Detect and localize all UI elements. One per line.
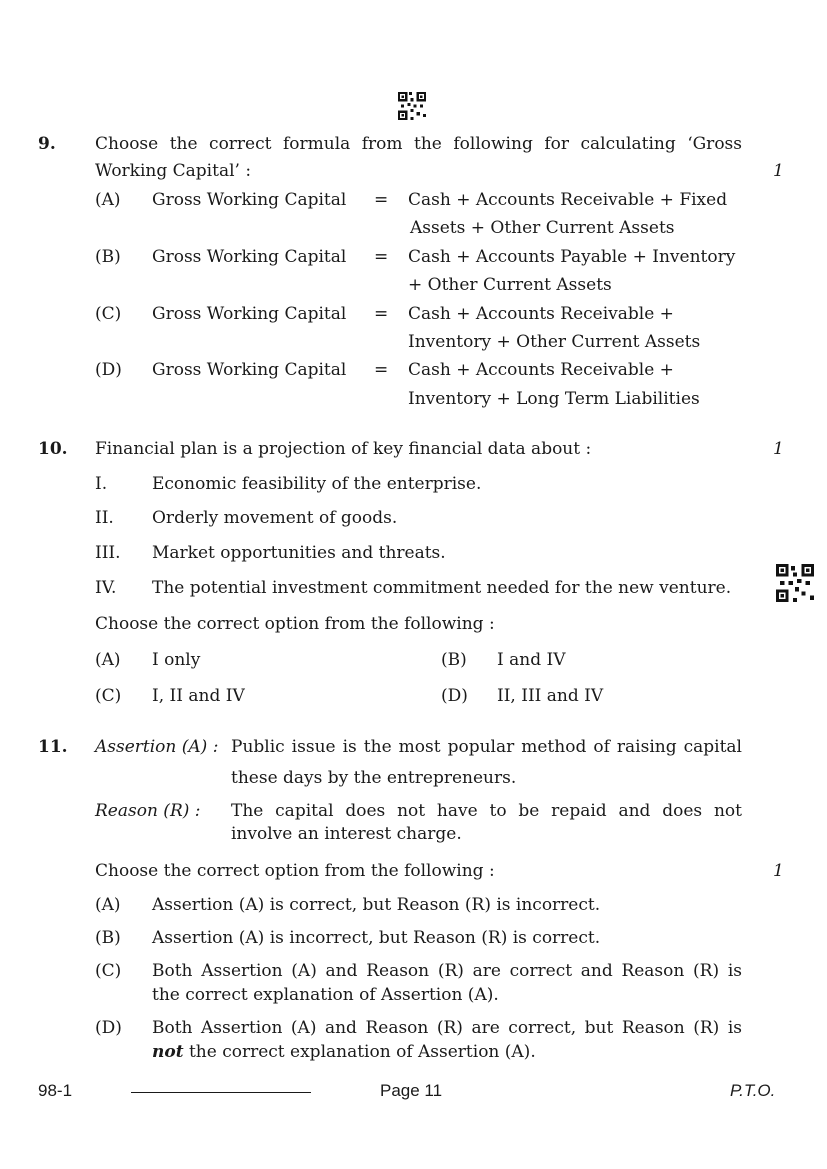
option-label: (A) (95, 190, 121, 210)
reason-text: involve an interest charge. (231, 824, 462, 844)
question-text: Choose the correct formula from the following for calculating ‘Gross (95, 134, 742, 154)
statement-text: The potential investment commitment needed for the new venture. (152, 578, 732, 598)
option-text: I, II and IV (152, 686, 245, 706)
option-term: Gross Working Capital (152, 247, 347, 267)
assertion-text: these days by the entrepreneurs. (231, 768, 517, 788)
option-text: Assertion (A) is incorrect, but Reason (R) is correct. (152, 928, 601, 948)
option-text: the correct explanation of Assertion (A). (152, 985, 499, 1005)
statement-label: IV. (95, 578, 117, 598)
option-text: Both Assertion (A) and Reason (R) are correct, but Reason (R) is (152, 1018, 742, 1038)
option-formula: Cash + Accounts Receivable + (408, 360, 674, 380)
qr-code-icon (398, 92, 426, 120)
option-term: Gross Working Capital (152, 304, 347, 324)
marks: 1 (773, 161, 784, 181)
option-formula: Inventory + Other Current Assets (408, 332, 701, 352)
question-text: Financial plan is a projection of key financial data about : (95, 439, 592, 459)
option-formula: + Other Current Assets (408, 275, 612, 295)
option-term: Gross Working Capital (152, 360, 347, 380)
question-number: 9. (38, 134, 56, 154)
equals-sign: = (374, 247, 389, 267)
instruction: Choose the correct option from the following : (95, 861, 495, 881)
option-label: (B) (95, 928, 121, 948)
option-label: (D) (441, 686, 468, 706)
option-label: (A) (95, 895, 121, 915)
marks: 1 (773, 861, 784, 881)
option-label: (B) (95, 247, 121, 267)
option-formula: Cash + Accounts Receivable + Fixed (408, 190, 728, 210)
option-formula: Assets + Other Current Assets (410, 218, 675, 238)
question-number: 11. (38, 737, 68, 757)
option-label: (C) (95, 686, 122, 706)
equals-sign: = (374, 360, 389, 380)
footer-divider (131, 1092, 311, 1093)
statement-text: Economic feasibility of the enterprise. (152, 474, 482, 494)
option-term: Gross Working Capital (152, 190, 347, 210)
option-label: (C) (95, 961, 122, 981)
statement-label: I. (95, 474, 108, 494)
option-label: (A) (95, 650, 121, 670)
option-label: (B) (441, 650, 467, 670)
option-text: II, III and IV (497, 686, 604, 706)
option-text (152, 1041, 536, 1063)
option-formula: Inventory + Long Term Liabilities (408, 389, 700, 409)
paper-code: 98-1 (38, 1081, 73, 1100)
option-text-rest: the correct explanation of Assertion (A). (183, 1042, 536, 1062)
page-number: Page 11 (380, 1081, 443, 1100)
qr-code-icon (776, 564, 814, 602)
option-text: Both Assertion (A) and Reason (R) are correct and Reason (R) is (152, 961, 742, 981)
option-text: I and IV (497, 650, 566, 670)
pto-label: P.T.O. (730, 1081, 776, 1100)
assertion-label: Assertion (A) : (95, 737, 219, 757)
statement-text: Market opportunities and threats. (152, 543, 446, 563)
equals-sign: = (374, 190, 389, 210)
option-label: (C) (95, 304, 122, 324)
reason-text: The capital does not have to be repaid and does not (231, 801, 742, 821)
instruction: Choose the correct option from the following : (95, 614, 495, 634)
equals-sign: = (374, 304, 389, 324)
assertion-text: Public issue is the most popular method of raising capital (231, 737, 742, 757)
statement-text: Orderly movement of goods. (152, 508, 398, 528)
question-number: 10. (38, 439, 68, 459)
question-text: Working Capital’ : (95, 161, 252, 181)
emphasis-not: not (152, 1042, 184, 1062)
option-formula: Cash + Accounts Receivable + (408, 304, 674, 324)
option-formula: Cash + Accounts Payable + Inventory (408, 247, 736, 267)
statement-label: II. (95, 508, 114, 528)
option-label: (D) (95, 360, 122, 380)
statement-label: III. (95, 543, 121, 563)
option-label: (D) (95, 1018, 122, 1038)
option-text: I only (152, 650, 201, 670)
option-text: Assertion (A) is correct, but Reason (R) is incorrect. (152, 895, 601, 915)
marks: 1 (773, 439, 784, 459)
reason-label: Reason (R) : (95, 801, 201, 821)
